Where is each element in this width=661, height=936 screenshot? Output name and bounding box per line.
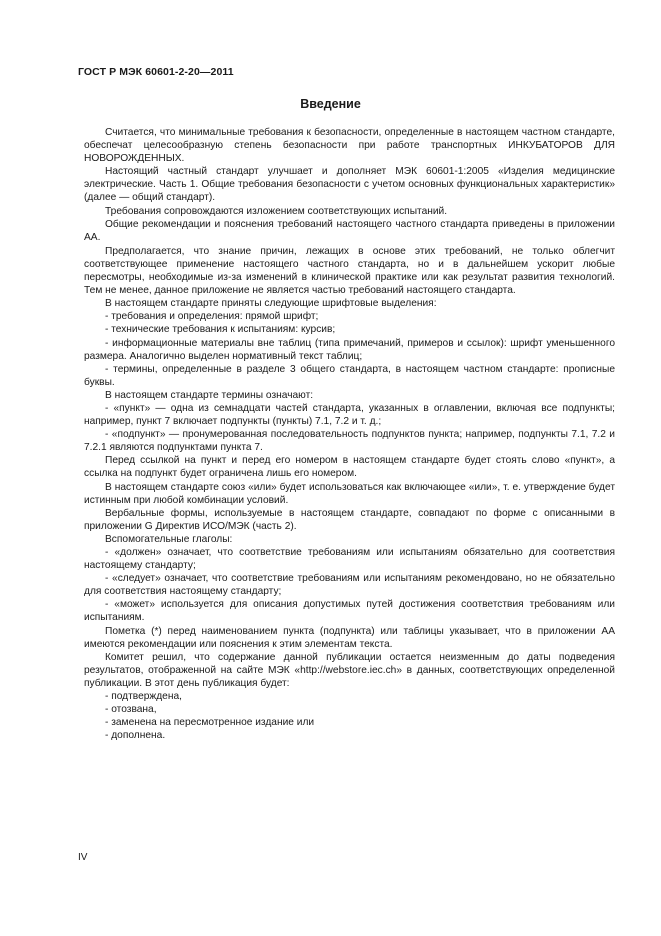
document-header: ГОСТ Р МЭК 60601-2-20—2011 bbox=[78, 66, 234, 78]
paragraph: Настоящий частный стандарт улучшает и дополняет МЭК 60601-1:2005 «Изделия медицинские электрические. Часть 1. Общие требования безопасности с учетом основных функциональных характеристик» (далее — общий стандарт). bbox=[84, 166, 615, 204]
paragraph: Вспомогательные глаголы: bbox=[105, 533, 233, 545]
paragraph: Общие рекомендации и пояснения требований настоящего частного стандарта приведены в приложении АА. bbox=[84, 218, 615, 243]
list-item: - «должен» означает, что соответствие требованиям или испытаниям обязательно для соответствия настоящему стандарту; bbox=[84, 547, 615, 572]
paragraph: Перед ссылкой на пункт и перед его номером в настоящем стандарте будет стоять слово «пункт», а ссылка на подпункт будет ограничена лишь его номером. bbox=[84, 455, 615, 480]
list-item: - «может» используется для описания допустимых путей достижения соответствия требованиям или испытаниям. bbox=[84, 599, 615, 624]
paragraph: Комитет решил, что содержание данной публикации остается неизменным до даты подведения результатов, отображенной на сайте МЭК «http://webstore.iec.ch» в данных, соответствующих определенной публикации. В этот день публикация будет: bbox=[84, 651, 615, 689]
document-body bbox=[84, 126, 615, 742]
list-item: - технические требования к испытаниям: курсив; bbox=[105, 324, 336, 336]
paragraph: В настоящем стандарте термины означают: bbox=[105, 389, 314, 401]
paragraph: Предполагается, что знание причин, лежащих в основе этих требований, не только облегчит соответствующее применение настоящего частного стандарта, но и в дальнейшем ускорит любые пересмотры, необходимые из-за изменений в клинической практике или как результат развития технологий. Тем не менее, данное приложение не является частью требований настоящего стандарта. bbox=[84, 245, 615, 297]
paragraph: Считается, что минимальные требования к безопасности, определенные в настоящем частном стандарте, обеспечат целесообразную степень безопасности при работе транспортных ИНКУБАТОРОВ ДЛЯ НОВОРОЖДЕННЫХ. bbox=[84, 127, 615, 165]
paragraph: В настоящем стандарте приняты следующие шрифтовые выделения: bbox=[105, 298, 437, 310]
list-item: - термины, определенные в разделе 3 общего стандарта, в настоящем частном стандарте: прописные буквы. bbox=[84, 363, 615, 388]
list-item: - требования и определения: прямой шрифт; bbox=[105, 311, 319, 323]
list-item: - заменена на пересмотренное издание или bbox=[105, 717, 315, 729]
list-item: - «подпункт» — пронумерованная последовательность подпунктов пункта; например, подпункты 7.1, 7.2 и 7.2.1 являются подпунктами пункта 7. bbox=[84, 429, 615, 454]
paragraph: В настоящем стандарте союз «или» будет использоваться как включающее «или», т. е. утверждение будет истинным при любой комбинации условий. bbox=[84, 481, 615, 506]
section-title: Введение bbox=[300, 97, 361, 111]
list-item: - «следует» означает, что соответствие требованиям или испытаниям рекомендовано, но не обязательно для соответствия настоящему стандарту; bbox=[84, 573, 615, 598]
paragraph: Пометка (*) перед наименованием пункта (подпункта) или таблицы указывает, что в приложении АА имеются рекомендации или пояснения к этим элементам текста. bbox=[84, 625, 615, 650]
list-item: - «пункт» — одна из семнадцати частей стандарта, указанных в оглавлении, включая все подпункты; например, пункт 7 включает подпункты (пункты) 7.1, 7.2 и т. д.; bbox=[84, 402, 615, 428]
list-item: - отозвана, bbox=[105, 704, 157, 716]
list-item: - дополнена. bbox=[105, 730, 166, 742]
paragraph: Требования сопровождаются изложением соответствующих испытаний. bbox=[105, 205, 448, 217]
list-item: - подтверждена, bbox=[105, 691, 182, 703]
list-item: - информационные материалы вне таблиц (типа примечаний, примеров и ссылок): шрифт уменьшенного размера. Аналогично выделен нормативный текст таблиц; bbox=[84, 337, 615, 362]
paragraph: Вербальные формы, используемые в настоящем стандарте, совпадают по форме с описанными в приложении G Директив ИСО/МЭК (часть 2). bbox=[84, 507, 615, 532]
page-number: IV bbox=[78, 852, 88, 863]
